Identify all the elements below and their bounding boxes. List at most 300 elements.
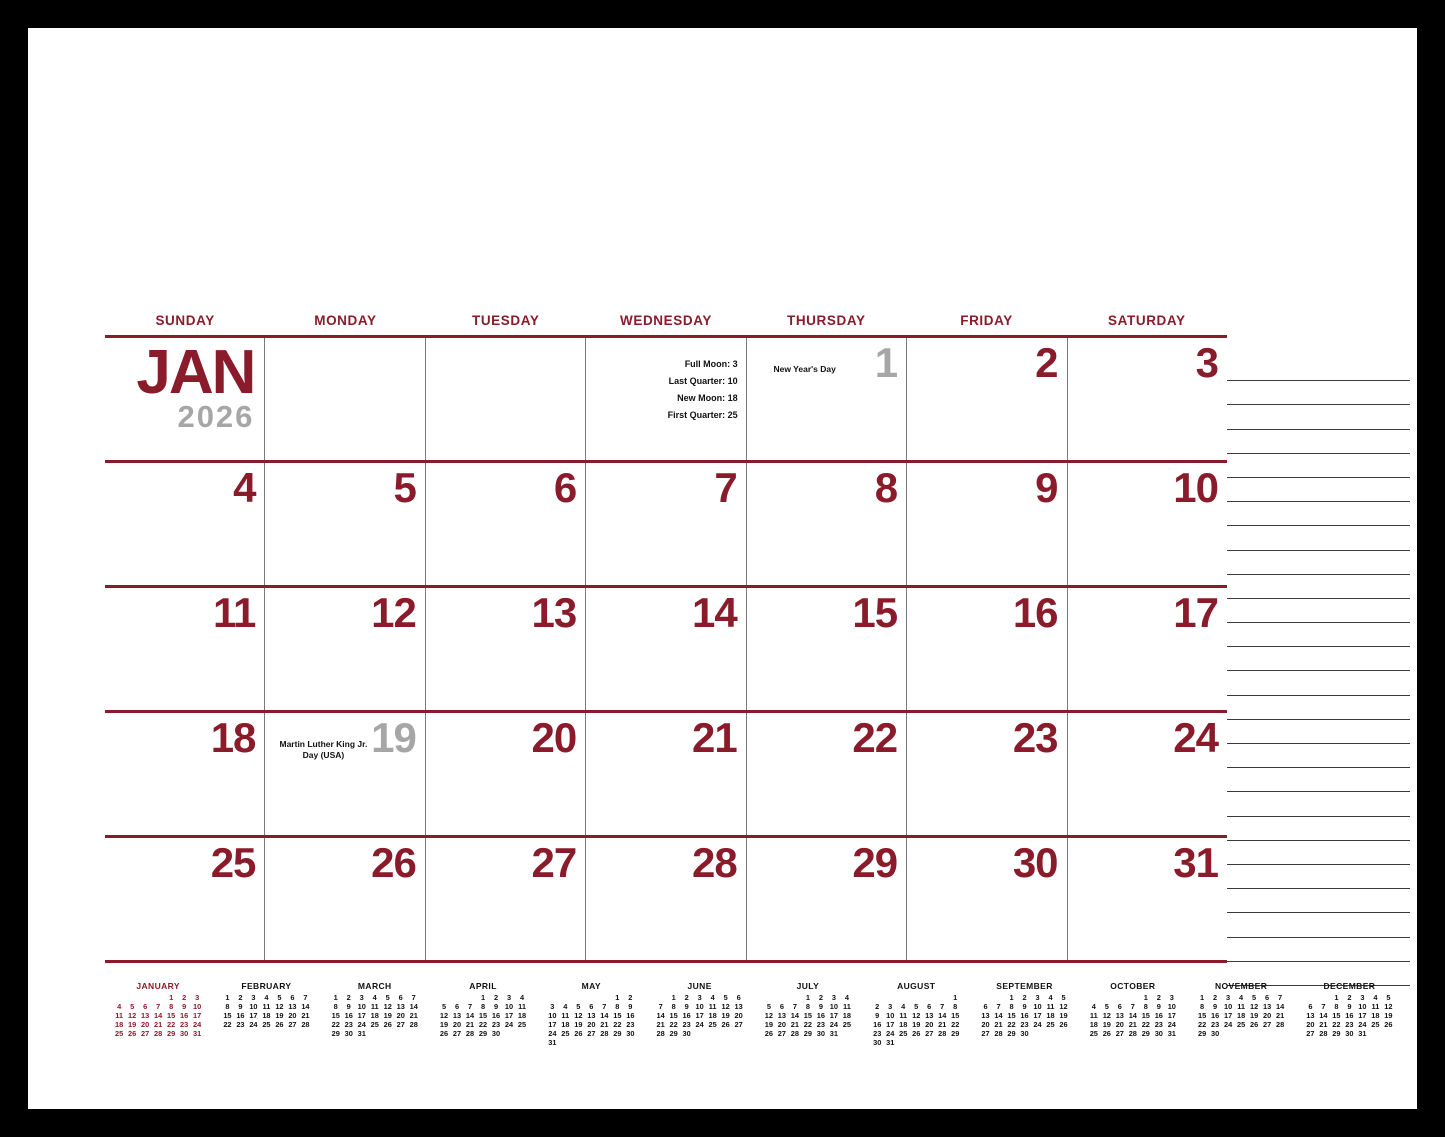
mini-month-name: AUGUST [897, 981, 936, 991]
mini-month-day: 21 [301, 1011, 310, 1020]
mini-month-day: 26 [764, 1029, 774, 1038]
mini-month-day [1222, 1029, 1235, 1038]
mini-month-table [1087, 993, 1178, 1038]
note-line[interactable] [1227, 575, 1410, 599]
calendar-day-cell[interactable] [265, 838, 425, 960]
mini-month-day: 18 [561, 1020, 570, 1029]
mini-month-day [719, 1029, 732, 1038]
calendar-day-cell[interactable] [586, 463, 746, 585]
mini-month-row [654, 1002, 745, 1011]
mini-month-day: 24 [548, 1029, 557, 1038]
mini-month-day: 31 [1358, 1029, 1367, 1038]
day-number: 26 [371, 839, 416, 886]
calendar-day-cell[interactable] [426, 588, 586, 710]
mini-month-day: 8 [480, 1002, 486, 1011]
note-line[interactable] [1227, 357, 1410, 381]
mini-month-row [438, 993, 529, 1002]
mini-month-day: 8 [805, 1002, 810, 1011]
mini-month-day: 19 [439, 1020, 449, 1029]
mini-month-day: 20 [734, 1011, 743, 1020]
mini-month-row [1196, 1020, 1287, 1029]
mini-month-day: 13 [1262, 1002, 1272, 1011]
year-overview-strip [105, 981, 1405, 1047]
month-title-cell [105, 338, 265, 460]
moon-phase-cell[interactable] [586, 338, 746, 460]
mini-month-name: JULY [796, 981, 820, 991]
mini-month-day: 28 [301, 1020, 310, 1029]
mini-month[interactable] [863, 981, 971, 1047]
mini-month-day [585, 1038, 598, 1047]
mini-month-day: 5 [1104, 1002, 1109, 1011]
mini-month-day: 29 [1007, 1029, 1016, 1038]
mini-month-day: 1 [805, 993, 810, 1002]
calendar-day-cell[interactable] [907, 588, 1067, 710]
calendar-day-cell[interactable] [907, 838, 1067, 960]
calendar-day-cell[interactable] [265, 588, 425, 710]
month-title [136, 338, 255, 435]
mini-month-day: 30 [682, 1029, 691, 1038]
mini-month-day: 23 [180, 1020, 189, 1029]
mini-month-day: 4 [563, 1002, 568, 1011]
mini-month-table [113, 993, 204, 1038]
mini-month-day: 3 [251, 993, 256, 1002]
mini-month-day [897, 993, 910, 1002]
calendar-day-cell[interactable] [586, 588, 746, 710]
mini-month-day: 9 [875, 1011, 880, 1020]
mini-month-day: 12 [275, 1002, 284, 1011]
day-number: 21 [691, 714, 737, 761]
mini-month-day: 1 [1143, 993, 1148, 1002]
day-number: 30 [1012, 839, 1058, 886]
mini-month-day [788, 993, 801, 1002]
mini-month-day: 30 [1154, 1029, 1163, 1038]
calendar-day-cell[interactable] [1068, 338, 1227, 460]
mini-month-day: 4 [710, 993, 715, 1002]
calendar-day-cell[interactable] [1068, 588, 1227, 710]
mini-month[interactable] [971, 981, 1079, 1047]
day-of-week-label: FRIDAY [960, 313, 1013, 328]
calendar-day-cell[interactable] [105, 838, 265, 960]
mini-month-day: 1 [1009, 993, 1014, 1002]
mini-month-name: MARCH [357, 981, 392, 991]
mini-month-day: 15 [167, 1011, 176, 1020]
moon-phase-list [668, 356, 738, 424]
mini-month-day: 7 [156, 1002, 161, 1011]
mini-month-table [762, 993, 853, 1038]
mini-month-day: 30 [816, 1029, 826, 1038]
note-line[interactable] [1227, 865, 1410, 889]
calendar-day-cell[interactable] [426, 463, 586, 585]
note-line[interactable] [1227, 381, 1410, 405]
note-line[interactable] [1227, 599, 1410, 623]
mini-month-day: 26 [1059, 1020, 1068, 1029]
mini-month-day: 15 [803, 1011, 813, 1020]
mini-month-day [1044, 1029, 1057, 1038]
mini-month-day: 15 [223, 1011, 232, 1020]
mini-month-row [871, 1011, 962, 1020]
note-line[interactable] [1227, 647, 1410, 671]
note-line[interactable] [1227, 696, 1410, 720]
mini-month-day: 6 [143, 1002, 148, 1011]
mini-month-day: 25 [842, 1020, 852, 1029]
mini-month-day: 18 [708, 1011, 717, 1020]
mini-month-day [936, 1038, 949, 1047]
mini-month[interactable] [105, 981, 213, 1047]
mini-month-day: 6 [927, 1002, 932, 1011]
mini-month-day: 23 [816, 1020, 826, 1029]
mini-month-day: 10 [193, 1002, 202, 1011]
mini-month-day: 27 [452, 1029, 462, 1038]
mini-month-day: 3 [1226, 993, 1231, 1002]
calendar-day-cell[interactable] [105, 713, 265, 835]
note-line[interactable] [1227, 817, 1410, 841]
mini-month-day: 11 [899, 1011, 908, 1020]
mini-month-row [1304, 1029, 1395, 1038]
mini-month-day: 18 [1089, 1020, 1098, 1029]
day-number: 8 [874, 464, 898, 511]
mini-month-day [559, 993, 572, 1002]
mini-month-row [979, 1011, 1070, 1020]
mini-month-day: 20 [452, 1020, 462, 1029]
day-of-week-label: TUESDAY [471, 313, 540, 328]
mini-month-day: 22 [1197, 1020, 1207, 1029]
calendar-day-cell[interactable] [265, 713, 425, 835]
mini-month-day: 6 [1308, 1002, 1313, 1011]
mini-month-day: 7 [658, 1002, 663, 1011]
day-number: 10 [1173, 464, 1218, 511]
holiday-label: Martin Luther King Jr. Day (USA) [279, 739, 368, 761]
mini-month-day: 25 [708, 1020, 717, 1029]
mini-month-day: 3 [1360, 993, 1365, 1002]
calendar-day-cell[interactable] [426, 838, 586, 960]
mini-month-day: 14 [994, 1011, 1003, 1020]
mini-month-day: 14 [465, 1011, 475, 1020]
mini-month-name: JANUARY [136, 981, 180, 991]
mini-month-row [871, 1020, 962, 1029]
mini-month-day [1369, 1029, 1382, 1038]
mini-month-day: 10 [1167, 1002, 1176, 1011]
mini-month[interactable] [1080, 981, 1188, 1047]
mini-month-day: 11 [1089, 1011, 1098, 1020]
day-of-week-label: THURSDAY [786, 313, 866, 328]
mini-month-day: 25 [1089, 1029, 1098, 1038]
mini-month-day: 26 [912, 1029, 921, 1038]
mini-month-day [1261, 1029, 1274, 1038]
mini-month-row [1196, 1011, 1287, 1020]
mini-month-day [407, 1029, 420, 1038]
day-number: 16 [1012, 589, 1058, 636]
mini-month-day: 16 [1345, 1011, 1354, 1020]
mini-month-row [762, 993, 853, 1002]
calendar-week-row [105, 838, 1227, 963]
mini-month-day: 1 [225, 993, 230, 1002]
note-line[interactable] [1227, 478, 1410, 502]
mini-month-row [546, 1002, 637, 1011]
mini-month-day: 23 [873, 1029, 882, 1038]
day-number: 25 [210, 839, 256, 886]
mini-month-row [871, 993, 962, 1002]
mini-month-day [451, 993, 464, 1002]
note-line[interactable] [1227, 405, 1410, 429]
day-of-week-label: MONDAY [314, 313, 377, 328]
mini-month-row [1087, 1011, 1178, 1020]
mini-month-day: 29 [803, 1029, 813, 1038]
mini-month-day: 11 [518, 1002, 526, 1011]
calendar-day-cell[interactable] [907, 463, 1067, 585]
calendar-day-cell[interactable] [586, 713, 746, 835]
mini-month-day [654, 993, 667, 1002]
mini-month-row [546, 1038, 637, 1047]
note-line[interactable] [1227, 502, 1410, 526]
mini-month-day: 18 [262, 1011, 271, 1020]
mini-month-day: 12 [912, 1011, 921, 1020]
mini-month-day: 14 [600, 1011, 609, 1020]
mini-month-day: 27 [141, 1029, 150, 1038]
mini-month[interactable] [322, 981, 430, 1047]
mini-month[interactable] [755, 981, 863, 1047]
mini-month-day: 7 [940, 1002, 945, 1011]
mini-month-day: 5 [1252, 993, 1257, 1002]
mini-month-day [1317, 993, 1330, 1002]
mini-month-day [368, 1029, 381, 1038]
mini-month-day: 20 [777, 1020, 787, 1029]
calendar-day-cell[interactable] [105, 463, 265, 585]
note-line[interactable] [1227, 913, 1410, 937]
mini-month-day: 16 [180, 1011, 189, 1020]
mini-month-day [126, 993, 139, 1002]
mini-month-day: 2 [1347, 993, 1352, 1002]
mini-month[interactable] [646, 981, 754, 1047]
calendar-page [28, 28, 1417, 1109]
mini-month-day: 23 [1210, 1020, 1220, 1029]
mini-month-day [611, 1038, 624, 1047]
mini-month-day: 7 [1278, 993, 1283, 1002]
mini-month-day: 10 [829, 1002, 839, 1011]
mini-month-day: 22 [1141, 1020, 1150, 1029]
mini-month-day [572, 993, 585, 1002]
mini-month-row [979, 1020, 1070, 1029]
note-line[interactable] [1227, 720, 1410, 744]
mini-month-day: 12 [1384, 1002, 1393, 1011]
calendar-day-cell[interactable] [1068, 713, 1227, 835]
mini-month-row [1196, 993, 1287, 1002]
calendar-empty-cell[interactable] [265, 338, 425, 460]
mini-month-day: 19 [721, 1011, 730, 1020]
mini-month-day [585, 993, 598, 1002]
mini-month-row [654, 1011, 745, 1020]
mini-month-day: 26 [275, 1020, 284, 1029]
mini-month-day: 16 [626, 1011, 635, 1020]
mini-month-day: 14 [790, 1011, 800, 1020]
mini-month-day: 2 [818, 993, 823, 1002]
mini-month-day: 12 [1102, 1011, 1111, 1020]
mini-month-row [1087, 993, 1178, 1002]
day-number: 27 [531, 839, 577, 886]
mini-month-day: 4 [1048, 993, 1053, 1002]
mini-month-day: 3 [359, 993, 364, 1002]
mini-month-row [871, 1002, 962, 1011]
mini-month-row [762, 1011, 853, 1020]
mini-month-day: 11 [1237, 1002, 1246, 1011]
mini-month-day: 21 [600, 1020, 609, 1029]
mini-month-day: 17 [357, 1011, 366, 1020]
calendar-day-cell[interactable] [426, 713, 586, 835]
mini-month[interactable] [1296, 981, 1404, 1047]
mini-month-day: 28 [790, 1029, 800, 1038]
day-number: 24 [1173, 714, 1218, 761]
mini-month-day: 6 [736, 993, 741, 1002]
mini-month-name: JUNE [687, 981, 712, 991]
mini-month-table [438, 993, 529, 1038]
mini-month-row [1087, 1002, 1178, 1011]
mini-month-day: 15 [1007, 1011, 1016, 1020]
mini-month-day: 10 [1223, 1002, 1233, 1011]
note-line[interactable] [1227, 938, 1410, 962]
mini-month-day: 7 [602, 1002, 607, 1011]
mini-month-day: 6 [1117, 1002, 1122, 1011]
note-line[interactable] [1227, 889, 1410, 913]
mini-month-day: 26 [1384, 1020, 1393, 1029]
day-number: 31 [1173, 839, 1218, 886]
note-line[interactable] [1227, 744, 1410, 768]
mini-month-day: 14 [1128, 1011, 1137, 1020]
mini-month[interactable] [1188, 981, 1296, 1047]
mini-month-day: 1 [1334, 993, 1339, 1002]
mini-month-day: 14 [154, 1011, 163, 1020]
mini-month-day: 3 [1169, 993, 1174, 1002]
mini-month-day: 14 [301, 1002, 310, 1011]
mini-month-day: 28 [1275, 1020, 1285, 1029]
mini-month[interactable] [538, 981, 646, 1047]
holiday-label: New Year's Day [773, 364, 836, 374]
mini-month-day: 3 [506, 993, 512, 1002]
day-of-week-label: SUNDAY [155, 313, 215, 328]
mini-month-name: DECEMBER [1323, 981, 1376, 991]
calendar-day-cell[interactable] [747, 588, 907, 710]
mini-month[interactable] [430, 981, 538, 1047]
note-line[interactable] [1227, 551, 1410, 575]
mini-month-day: 22 [167, 1020, 176, 1029]
mini-month-row [438, 1029, 529, 1038]
day-number: 29 [852, 839, 898, 886]
mini-month-day: 4 [519, 993, 525, 1002]
mini-month-day: 23 [236, 1020, 245, 1029]
mini-month-day: 28 [656, 1029, 665, 1038]
moon-phase-item: New Moon: 18 [677, 393, 738, 404]
mini-month-name: FEBRUARY [241, 981, 292, 991]
note-line[interactable] [1227, 792, 1410, 816]
day-number: 22 [852, 714, 898, 761]
mini-month-day: 13 [1306, 1011, 1315, 1020]
mini-month-row [221, 1020, 312, 1029]
calendar-day-cell[interactable] [586, 838, 746, 960]
mini-month-day: 26 [574, 1029, 583, 1038]
mini-month-day: 20 [288, 1011, 297, 1020]
mini-month-day [1087, 993, 1100, 1002]
mini-month-day: 17 [1033, 1011, 1042, 1020]
mini-month-row [1087, 1029, 1178, 1038]
year-label: 2026 [177, 399, 255, 435]
notes-lines[interactable] [1227, 357, 1410, 982]
mini-month-day: 14 [1275, 1002, 1285, 1011]
note-line[interactable] [1227, 768, 1410, 792]
note-line[interactable] [1227, 671, 1410, 695]
mini-month-day [1235, 1029, 1248, 1038]
mini-month-day: 13 [396, 1002, 405, 1011]
mini-month-day: 19 [1102, 1020, 1111, 1029]
mini-month-day: 20 [1306, 1020, 1315, 1029]
mini-month-name: OCTOBER [1110, 981, 1156, 991]
calendar-day-cell[interactable] [747, 713, 907, 835]
mini-month-day: 27 [777, 1029, 787, 1038]
mini-month-day: 9 [1022, 1002, 1027, 1011]
calendar-day-cell[interactable] [907, 713, 1067, 835]
mini-month-day [936, 993, 949, 1002]
mini-month-day: 28 [154, 1029, 163, 1038]
mini-month-day: 15 [1332, 1011, 1341, 1020]
mini-month-day: 5 [1061, 993, 1066, 1002]
mini-month-day: 2 [493, 993, 499, 1002]
note-line[interactable] [1227, 526, 1410, 550]
calendar-day-cell[interactable] [907, 338, 1067, 460]
mini-month-day [910, 993, 923, 1002]
mini-month-day: 27 [587, 1029, 596, 1038]
mini-month-row [979, 1029, 1070, 1038]
calendar-day-cell[interactable] [747, 338, 907, 460]
mini-month-day: 2 [182, 993, 187, 1002]
calendar-day-cell[interactable] [265, 463, 425, 585]
mini-month-day: 11 [370, 1002, 379, 1011]
mini-month-day: 26 [383, 1020, 392, 1029]
mini-month-row [546, 993, 637, 1002]
moon-phase-item: Full Moon: 3 [684, 359, 738, 369]
calendar-day-cell[interactable] [747, 838, 907, 960]
mini-month-day: 30 [626, 1029, 635, 1038]
note-line[interactable] [1227, 454, 1410, 478]
mini-month-day: 22 [951, 1020, 960, 1029]
mini-month-day: 26 [439, 1029, 449, 1038]
mini-month-day: 9 [493, 1002, 499, 1011]
calendar-empty-cell[interactable] [426, 338, 586, 460]
mini-month-day: 1 [169, 993, 174, 1002]
mini-month-day: 17 [504, 1011, 514, 1020]
mini-month-day: 2 [1022, 993, 1027, 1002]
mini-month-day: 27 [1115, 1029, 1124, 1038]
mini-month-row [762, 1020, 853, 1029]
mini-month-day: 18 [1371, 1011, 1380, 1020]
calendar-day-cell[interactable] [1068, 463, 1227, 585]
mini-month-day [113, 993, 126, 1002]
mini-month-day: 29 [669, 1029, 678, 1038]
note-line[interactable] [1227, 841, 1410, 865]
calendar-day-cell[interactable] [747, 463, 907, 585]
mini-month-day: 17 [548, 1020, 557, 1029]
mini-month-day: 7 [467, 1002, 473, 1011]
note-line[interactable] [1227, 430, 1410, 454]
mini-month-day [732, 1029, 745, 1038]
mini-month-day: 1 [671, 993, 676, 1002]
mini-month-day [1100, 993, 1113, 1002]
mini-month-day: 23 [682, 1020, 691, 1029]
mini-month-day: 20 [141, 1020, 150, 1029]
calendar-day-cell[interactable] [105, 588, 265, 710]
mini-month-day: 29 [1197, 1029, 1207, 1038]
note-line[interactable] [1227, 623, 1410, 647]
calendar-day-cell[interactable] [1068, 838, 1227, 960]
mini-month-day: 10 [357, 1002, 366, 1011]
mini-month[interactable] [213, 981, 321, 1047]
mini-month-day: 8 [953, 1002, 958, 1011]
